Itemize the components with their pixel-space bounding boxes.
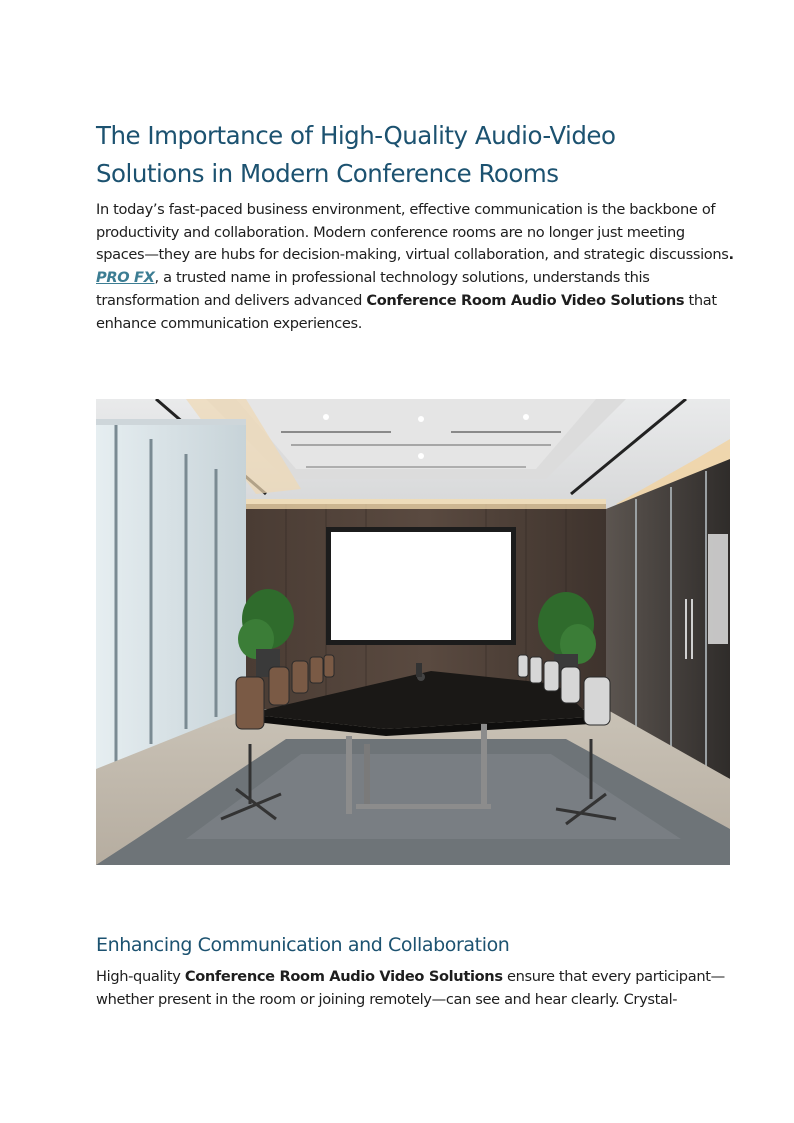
intro-text-3: that enhance communication experiences.: [96, 291, 717, 332]
section-text-2: ensure that every participant—whether present in the room or joining remotely—can see and hear clearly. Crystal-: [96, 968, 725, 1008]
intro-bold-period: .: [728, 246, 734, 264]
section-text-1: High-quality: [96, 968, 185, 985]
pro-fx-link[interactable]: PRO FX: [96, 269, 155, 287]
intro-text-1: In today’s fast-paced business environment, effective communication is the backbone of productivity and collaboration. Modern conference rooms are no longer just meeting spaces—they are hubs for decision-making, virtual collaboration, and strategic discussions: [96, 201, 729, 264]
section-bold-phrase: Conference Room Audio Video Solutions: [184, 968, 503, 985]
section-paragraph: [96, 965, 736, 1011]
section-heading: Enhancing Communication and Collaboration: [96, 934, 510, 956]
conference-room-photo: [96, 399, 730, 865]
intro-text-2: , a trusted name in professional technology solutions, understands this transformation and delivers advanced: [96, 269, 650, 309]
intro-paragraph: [96, 199, 736, 335]
intro-bold-phrase: Conference Room Audio Video Solutions: [366, 291, 685, 309]
page-title: The Importance of High-Quality Audio-Video Solutions in Modern Conference Rooms: [96, 121, 616, 188]
